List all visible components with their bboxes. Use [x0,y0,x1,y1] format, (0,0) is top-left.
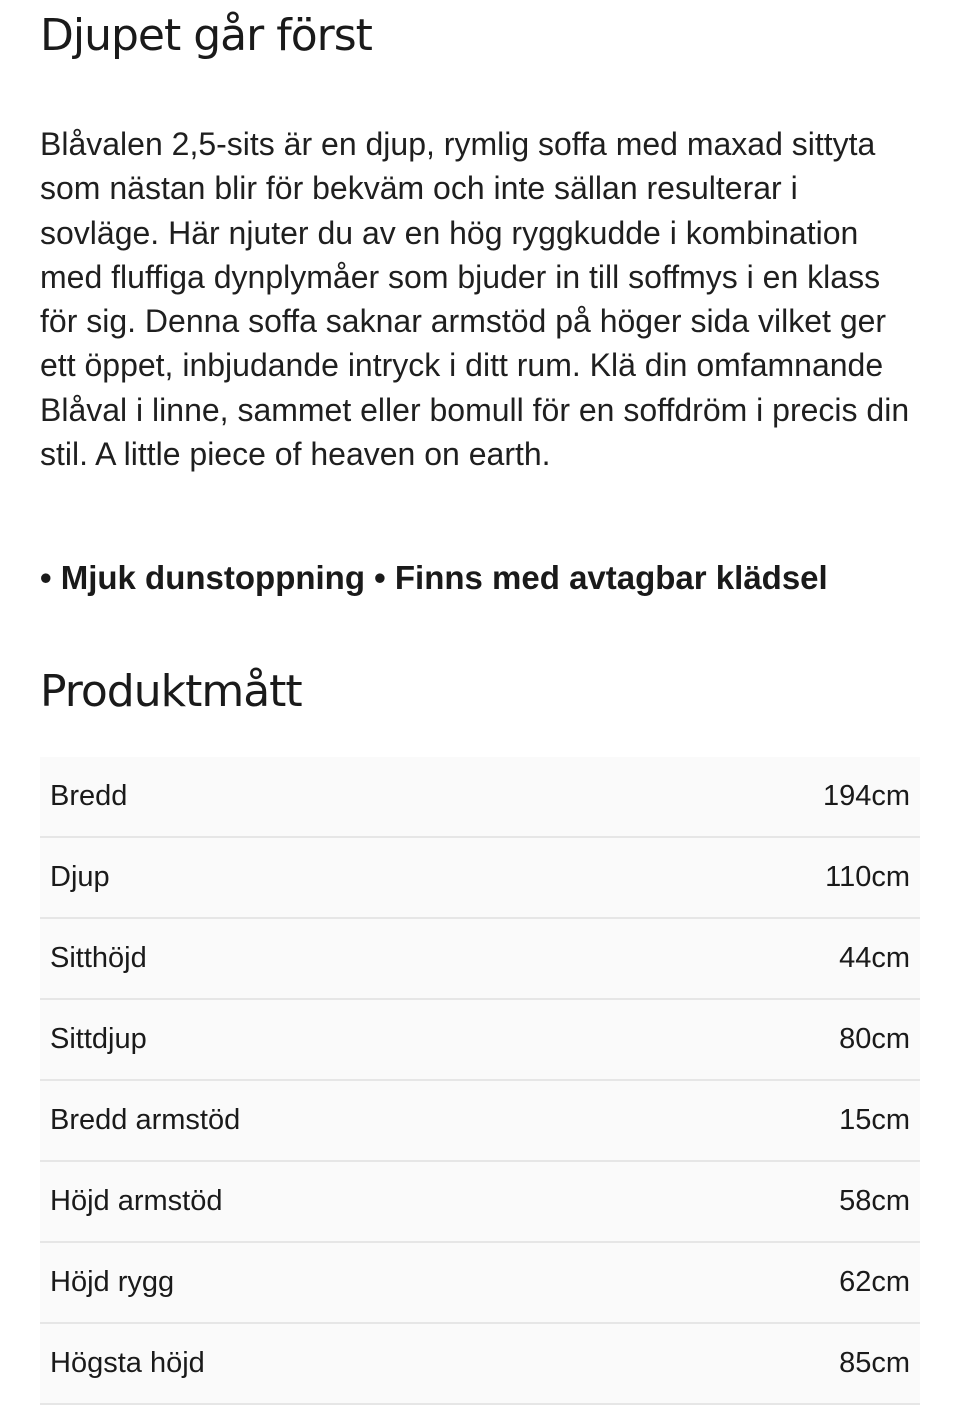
product-description: Blåvalen 2,5-sits är en djup, rymlig soffa med maxad sittyta som nästan blir för bekväm och inte sällan resulterar i sovläge. Här njuter du av en hög ryggkudde i kombination med fluffiga dynplymåer som bjuder in till soffmys i en klass för sig. Denna soffa saknar armstöd på höger sida vilket ger ett öppet, inbjudande intryck i ditt rum. Klä din omfamnande Blåval i linne, sammet eller bomull för en soffdröm i precis din stil. A little piece of heaven on earth. [40,126,910,473]
dimensions-table [40,757,920,1405]
spec-label: Djup [50,861,110,893]
spec-value: 62cm [839,1266,910,1298]
section-title-depth: Djupet går först [40,10,372,61]
table-row [40,1162,920,1243]
table-row [40,919,920,1000]
section-title-dimensions: Produktmått [40,666,302,717]
spec-label: Sittdjup [50,1023,147,1055]
spec-value: 194cm [822,780,910,812]
spec-value: 110cm [825,861,910,893]
table-row [40,1081,920,1162]
table-row [40,1000,920,1081]
spec-label: Höjd armstöd [50,1185,223,1217]
spec-value: 44cm [839,942,910,974]
spec-label: Sitthöjd [50,942,147,974]
table-row [40,757,920,838]
spec-value: 58cm [839,1185,910,1217]
spec-value: 15cm [839,1104,910,1136]
spec-label: Högsta höjd [50,1347,205,1379]
spec-label: Höjd rygg [50,1266,175,1298]
table-row [40,838,920,919]
spec-value: 80cm [839,1023,910,1055]
table-row [40,1324,920,1405]
product-features: • Mjuk dunstoppning • Finns med avtagbar klädsel [40,559,828,596]
spec-value: 85cm [839,1347,910,1379]
spec-label: Bredd [50,780,128,812]
spec-label: Bredd armstöd [50,1104,241,1136]
table-row [40,1243,920,1324]
